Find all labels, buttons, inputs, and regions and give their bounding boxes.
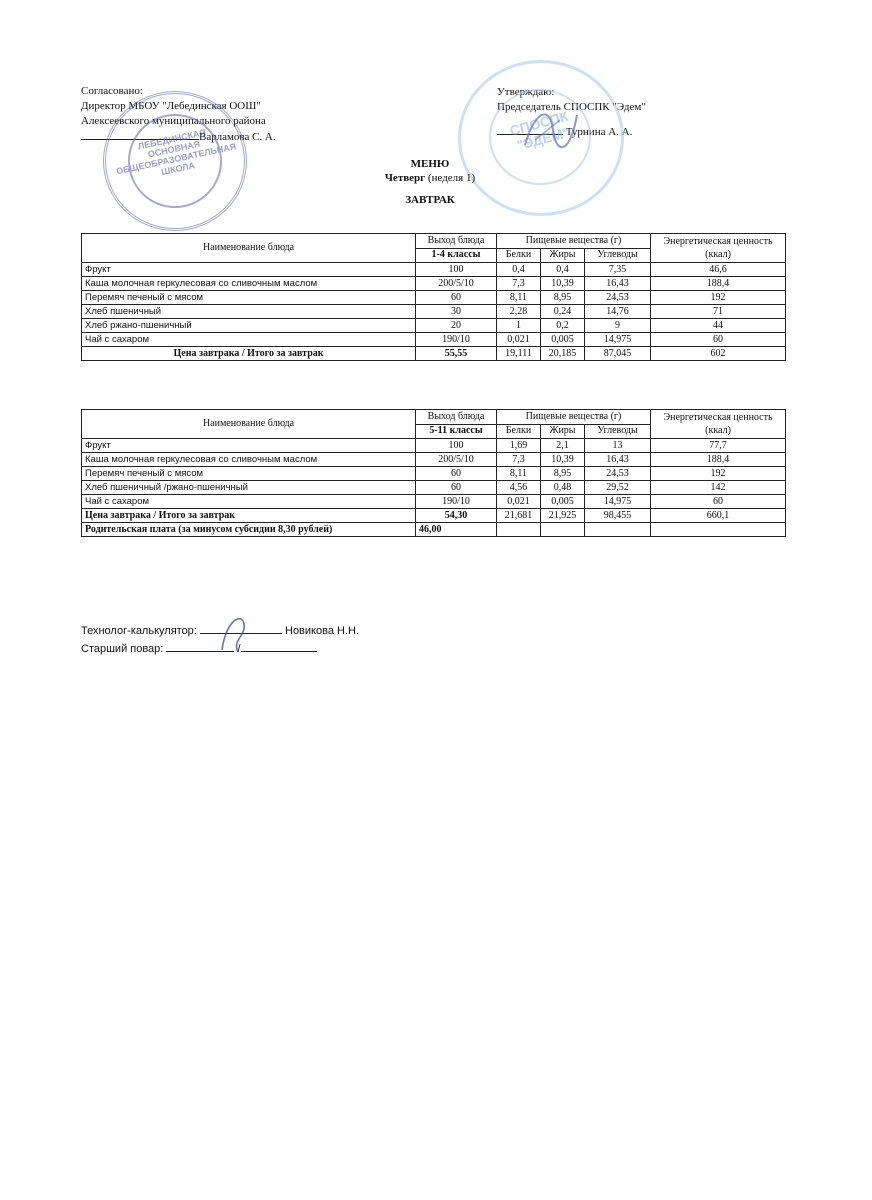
- approval-left: [81, 84, 276, 145]
- table-row: Чай с сахаром 190/10 0,021 0,005 14,975 60: [82, 333, 786, 347]
- table-row: Каша молочная геркулесовая со сливочным маслом 200/5/10 7,3 10,39 16,43 188,4: [82, 453, 786, 467]
- approval-right-line1: Утверждаю:: [497, 86, 555, 98]
- approval-left-line1: Согласовано:: [81, 85, 143, 97]
- header-nutrients: Пищевые вещества (г): [497, 410, 651, 425]
- meal-title: ЗАВТРАК: [405, 194, 455, 206]
- header-fat: Жиры: [541, 248, 585, 263]
- header-protein: Белки: [497, 248, 541, 263]
- table-row: Перемяч печеный с мясом 60 8,11 8,95 24,53 192: [82, 291, 786, 305]
- signature-line: [497, 124, 563, 135]
- signature-line: [200, 623, 282, 634]
- title-block: [330, 158, 530, 206]
- table-row: Перемяч печеный с мясом 60 8,11 8,95 24,53 192: [82, 467, 786, 481]
- table-row: Хлеб пшеничный 30 2,28 0,24 14,76 71: [82, 305, 786, 319]
- table-row: Фрукт 100 1,69 2,1 13 77,7: [82, 439, 786, 453]
- table-row: Хлеб ржано-пшеничный 20 1 0,2 9 44: [82, 319, 786, 333]
- senior-cook-line: [81, 641, 317, 655]
- table-row: Каша молочная геркулесовая со сливочным маслом 200/5/10 7,3 10,39 16,43 188,4: [82, 277, 786, 291]
- approval-right: [497, 85, 646, 140]
- header-nutrients: Пищевые вещества (г): [497, 234, 651, 249]
- approval-left-line3: Алексеевского муниципального района: [81, 115, 266, 127]
- signature-line: [81, 129, 199, 140]
- approval-left-line4: [81, 129, 276, 145]
- menu-table-grades-5-11: [81, 409, 786, 537]
- table-row: Чай с сахаром 190/10 0,021 0,005 14,975 60: [82, 495, 786, 509]
- technologist-line: [81, 623, 359, 637]
- menu-day: [330, 172, 530, 184]
- senior-cook-label: Старший повар:: [81, 643, 164, 655]
- header-carbs: Углеводы: [585, 424, 651, 439]
- school-seal-text: ЛЕБЕДИНСКАЯ ОСНОВНАЯ ОБЩЕОБРАЗОВАТЕЛЬНАЯ ШКОЛА: [115, 127, 237, 178]
- header-group: 5-11 классы: [416, 424, 497, 439]
- week-number: (неделя 1): [427, 172, 476, 184]
- technologist-name: Новикова Н.Н.: [285, 625, 359, 637]
- total-row: Цена завтрака / Итого за завтрак 54,30 21,681 21,925 98,455 660,1: [82, 509, 786, 523]
- header-yield: Выход блюда: [416, 234, 497, 249]
- header-dish-name: Наименование блюда: [82, 234, 416, 263]
- senior-cook-separator: /: [237, 643, 241, 655]
- total-row: Цена завтрака / Итого за завтрак 55,55 19,111 20,185 87,045 602: [82, 347, 786, 361]
- technologist-label: Технолог-калькулятор:: [81, 625, 197, 637]
- parent-fee-row: Родительская плата (за минусом субсидии 8,30 рублей) 46,00: [82, 523, 786, 537]
- table-row: Хлеб пшеничный /ржано-пшеничный 60 4,56 0,48 29,52 142: [82, 481, 786, 495]
- header-dish-name: Наименование блюда: [82, 410, 416, 439]
- menu-title: МЕНЮ: [410, 158, 450, 170]
- header-yield: Выход блюда: [416, 410, 497, 425]
- approval-left-line2: Директор МБОУ "Лебединская ООШ": [81, 100, 261, 112]
- header-fat: Жиры: [541, 424, 585, 439]
- signature-line: [166, 641, 234, 652]
- signature-line: [241, 641, 317, 652]
- approval-right-line3: [497, 124, 646, 140]
- menu-table-grades-1-4: [81, 233, 786, 361]
- header-energy: Энергетическая ценность (ккал): [651, 234, 786, 263]
- header-carbs: Углеводы: [585, 248, 651, 263]
- approval-right-signer: Турнина А. А.: [565, 126, 633, 138]
- day-name: Четверг: [384, 172, 426, 184]
- header-energy: Энергетическая ценность (ккал): [651, 410, 786, 439]
- approval-right-line2: Председатель СПОСПК "Эдем": [497, 101, 646, 113]
- header-group: 1-4 классы: [416, 248, 497, 263]
- approval-left-signer: Варламова С. А.: [199, 131, 276, 143]
- organization-seal-text: СПОСПК "ЭДЕМ": [507, 107, 572, 154]
- table-row: Фрукт 100 0,4 0,4 7,35 46,6: [82, 263, 786, 277]
- header-protein: Белки: [497, 424, 541, 439]
